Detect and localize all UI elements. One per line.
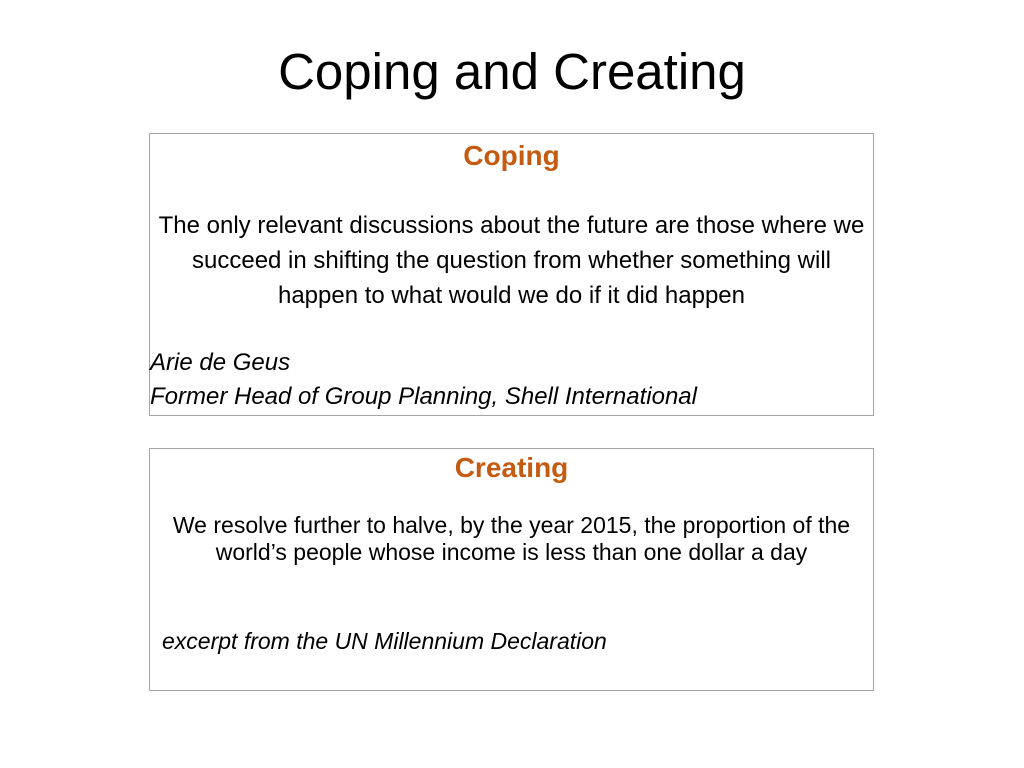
slide-title: Coping and Creating	[278, 43, 746, 100]
coping-quote: The only relevant discussions about the future are those where we succeed in shifting the question from whether something will happen to what would we do if it did happen	[158, 212, 865, 309]
creating-box	[149, 448, 874, 691]
creating-heading: Creating	[454, 452, 569, 483]
coping-author-role: Former Head of Group Planning, Shell International	[150, 383, 697, 410]
creating-source: excerpt from the UN Millennium Declaration	[162, 628, 607, 654]
coping-author: Arie de Geus	[150, 349, 291, 376]
coping-box	[149, 133, 874, 416]
creating-quote: We resolve further to halve, by the year 2015, the proportion of the world’s people whose income is less than one dollar a day	[172, 512, 851, 565]
coping-heading: Coping	[463, 140, 560, 171]
